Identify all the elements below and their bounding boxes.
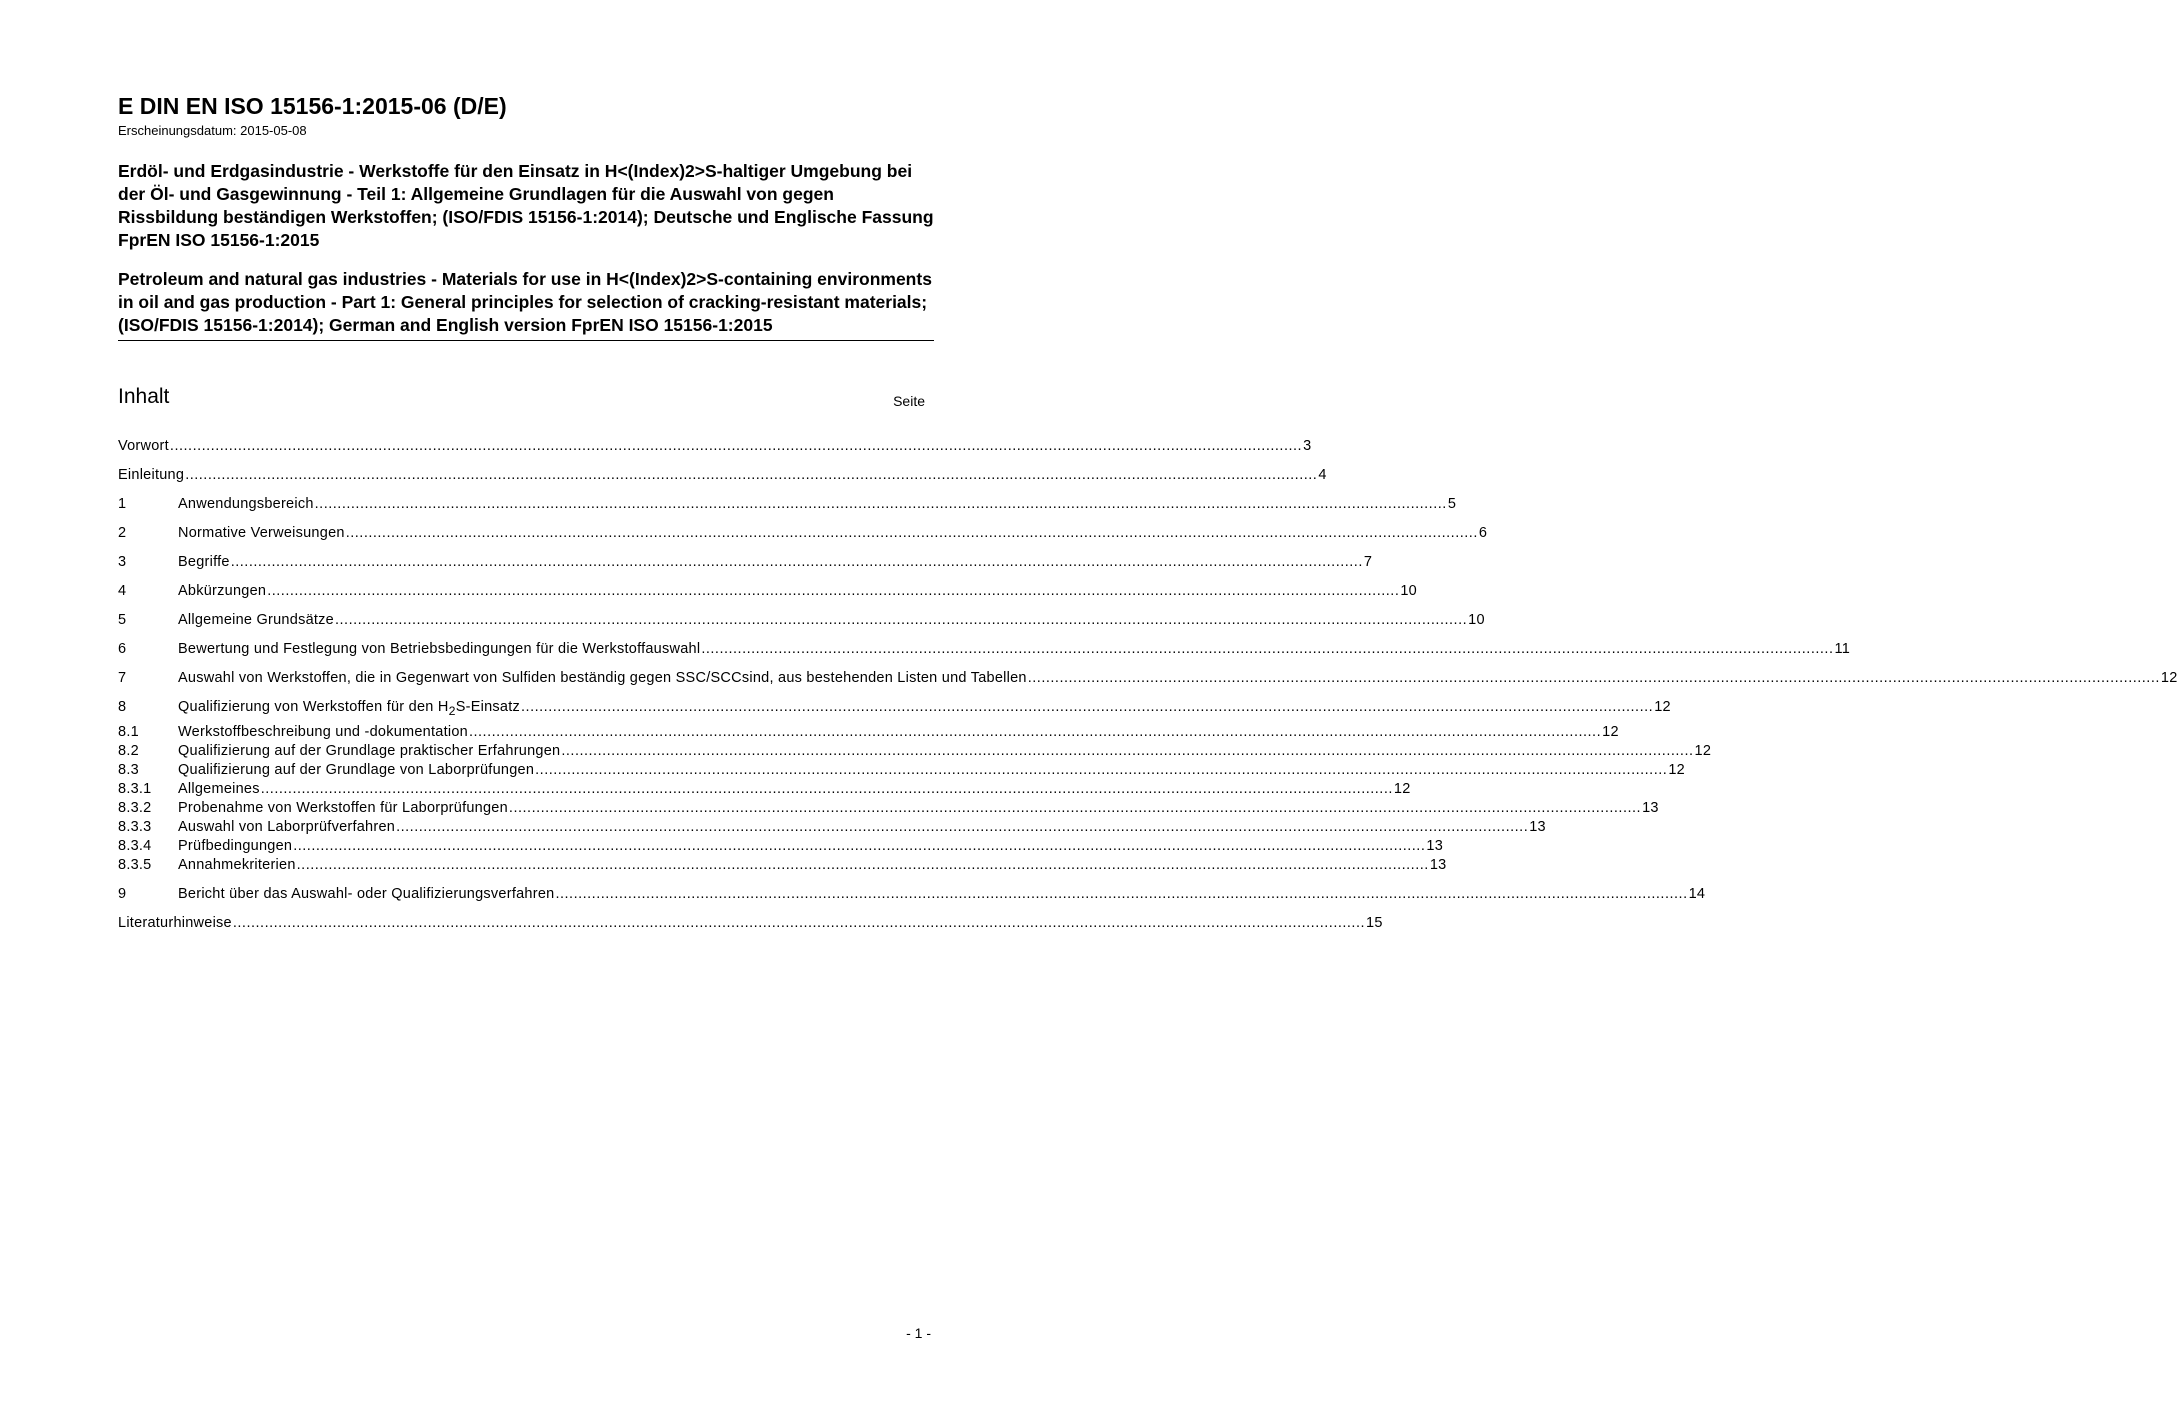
toc-entry-text: Einleitung (118, 467, 185, 483)
toc-entry-number: 8.3.3 (118, 819, 152, 835)
toc-entry-page: 11 (1834, 641, 1851, 657)
toc-entry-page: 10 (1468, 612, 1485, 628)
toc-leader-dots (561, 742, 1693, 761)
toc-leader-dots (521, 698, 1653, 717)
toc-leader-dots (335, 611, 1467, 630)
toc-entry-8-3[interactable] (118, 761, 1685, 780)
toc-entry-page: 6 (1478, 525, 1488, 541)
toc-entry-text: Qualifizierung auf der Grundlage von Laborprüfungen (178, 762, 535, 778)
toc-leader-dots (1028, 669, 2160, 688)
subscript-index: 2 (448, 704, 456, 718)
toc-leader-dots (346, 524, 1478, 543)
toc-entry-page: 4 (1318, 467, 1327, 483)
toc-entry-text: Annahmekriterien (178, 857, 296, 873)
toc-entry-page: 12 (1668, 762, 1685, 778)
toc-entry-page: 12 (1602, 724, 1619, 740)
toc-entry-page: 14 (1688, 886, 1706, 902)
title-german: Erdöl- und Erdgasindustrie - Werkstoffe für den Einsatz in H<(Index)2>S-haltiger Umgebung bei der Öl- und Gasgewinnung - Teil 1: Allgemeine Grundlagen für die Auswahl von gegen Rissbildung beständigen Werkstoffen; (ISO/FDIS 15156-1:2014); Deutsche und Englische Fassung FprEN ISO 15156-1:2015 (118, 161, 934, 250)
toc-leader-dots (509, 799, 1641, 818)
toc-entry-page: 15 (1366, 915, 1383, 931)
toc-entry-9[interactable] (118, 885, 1706, 904)
document-page (118, 92, 2178, 933)
toc-entry-number: 8.3.4 (118, 838, 152, 854)
toc-entry-page: 13 (1642, 800, 1659, 816)
toc-entry-page: 7 (1363, 554, 1373, 570)
toc-entry-page: 13 (1426, 838, 1444, 854)
toc-entry-number: 5 (118, 612, 127, 628)
toc-entry-text: Bewertung und Festlegung von Betriebsbedingungen für die Werkstoffauswahl (178, 641, 701, 657)
toc-entry-text-pre: Qualifizierung von Werkstoffen für den H (178, 699, 449, 715)
toc-entry-number: 9 (118, 886, 127, 902)
toc-entry-text: Anwendungsbereich (178, 496, 314, 512)
toc-entry-number: 8.1 (118, 724, 139, 740)
toc-leader-dots (315, 495, 1447, 514)
toc-entry-text: Qualifizierung auf der Grundlage praktischer Erfahrungen (178, 743, 561, 759)
toc-entry-number: 4 (118, 583, 127, 599)
toc-entry-4[interactable] (118, 582, 1417, 601)
toc-entry-page: 5 (1447, 496, 1457, 512)
toc-entry-8-2[interactable] (118, 742, 1712, 761)
toc-leader-dots (231, 553, 1363, 572)
toc-entry-text: Prüfbedingungen (178, 838, 293, 854)
toc-entry-page: 12 (1654, 699, 1671, 715)
toc-entry-text-line1: Auswahl von Werkstoffen, die in Gegenwart von Sulfiden beständig gegen SSC/SCC (178, 670, 742, 686)
toc-entry-2[interactable] (118, 524, 1488, 543)
toc-entry-number: 7 (118, 670, 127, 686)
toc-entry-number: 8.3 (118, 762, 139, 778)
toc-entry-text (178, 698, 520, 717)
toc-leader-dots (469, 723, 1601, 742)
toc-entry-number: 8.3.1 (118, 781, 152, 797)
toc-heading: Inhalt (118, 385, 170, 408)
toc-entry-8-3-4[interactable] (118, 837, 1444, 856)
toc-leader-dots (535, 761, 1667, 780)
toc-entry-number: 6 (118, 641, 127, 657)
toc-entry-page: 10 (1400, 583, 1417, 599)
publication-date: Erscheinungsdatum: 2015-05-08 (118, 123, 307, 138)
toc-entry-8[interactable] (118, 698, 1671, 718)
toc-entry-6[interactable] (118, 640, 1851, 659)
toc-entry-text: Allgemeines (178, 781, 260, 797)
toc-entry-text: Abkürzungen (178, 583, 267, 599)
toc-entry-7[interactable] (118, 669, 2178, 688)
toc-entry-vorwort[interactable] (118, 437, 1312, 456)
toc-leader-dots (297, 856, 1429, 875)
toc-entry-number: 1 (118, 496, 127, 512)
toc-entry-text: Werkstoffbeschreibung und -dokumentation (178, 724, 468, 740)
toc-leader-dots (185, 466, 1317, 485)
toc-entry-8-3-5[interactable] (118, 856, 1447, 875)
toc-entry-page: 13 (1529, 819, 1546, 835)
toc-entry-1[interactable] (118, 495, 1457, 514)
toc-entry-8-3-2[interactable] (118, 799, 1659, 818)
toc-entry-number: 2 (118, 525, 127, 541)
toc-entry-text-post: S-Einsatz (455, 699, 521, 715)
toc-entry-text: Auswahl von Laborprüfverfahren (178, 819, 396, 835)
toc-entry-8-3-1[interactable] (118, 780, 1411, 799)
toc-entry-text: Bericht über das Auswahl- oder Qualifizierungsverfahren (178, 886, 555, 902)
toc-entry-5[interactable] (118, 611, 1485, 630)
toc-entry-number: 8.3.2 (118, 800, 152, 816)
toc-entry-3[interactable] (118, 553, 1373, 572)
toc-entry-number: 3 (118, 554, 127, 570)
toc-leader-dots (396, 818, 1528, 837)
toc-entry-8-3-3[interactable] (118, 818, 1546, 837)
toc-leader-dots (170, 437, 1302, 456)
toc-header (118, 385, 934, 415)
toc-entry-number: 8.3.5 (118, 857, 152, 873)
toc-entry-text: Literaturhinweise (118, 915, 232, 931)
toc-entry-number: 8.2 (118, 743, 139, 759)
toc-entry-einleitung[interactable] (118, 466, 1327, 485)
toc-entry-number: 8 (118, 699, 127, 715)
table-of-contents (118, 437, 2178, 933)
toc-page-column-label: Seite (893, 393, 925, 409)
toc-entry-page: 3 (1303, 438, 1312, 454)
toc-entry-8-1[interactable] (118, 723, 1619, 742)
page-number: - 1 - (906, 1325, 931, 1341)
toc-entry-page: 12 (2160, 670, 2178, 686)
toc-leader-dots (701, 640, 1833, 659)
toc-leader-dots (261, 780, 1393, 799)
toc-entry-text: Allgemeine Grundsätze (178, 612, 334, 628)
toc-entry-page: 13 (1429, 857, 1447, 873)
toc-entry-text: Normative Verweisungen (178, 525, 345, 541)
toc-entry-page: 12 (1694, 743, 1712, 759)
toc-entry-text: Vorwort (118, 438, 169, 454)
toc-entry-text: Probenahme von Werkstoffen für Laborprüfungen (178, 800, 508, 816)
toc-leader-dots (293, 837, 1425, 856)
toc-entry-page: 12 (1393, 781, 1411, 797)
document-id: E DIN EN ISO 15156-1:2015-06 (D/E) (118, 93, 507, 119)
toc-entry-text: Begriffe (178, 554, 230, 570)
toc-entry-text-line2: sind, aus bestehenden Listen und Tabellen (741, 670, 1027, 686)
toc-leader-dots (233, 914, 1365, 933)
toc-leader-dots (555, 885, 1687, 904)
toc-leader-dots (267, 582, 1399, 601)
toc-entry-literaturhinweise[interactable] (118, 914, 1383, 933)
title-english: Petroleum and natural gas industries - Materials for use in H<(Index)2>S-containing environments in oil and gas production - Part 1: General principles for selection of cracking-resistant materials; (ISO/FDIS 15156-1:2014); German and English version FprEN ISO 15156-1:2015 (118, 268, 934, 341)
